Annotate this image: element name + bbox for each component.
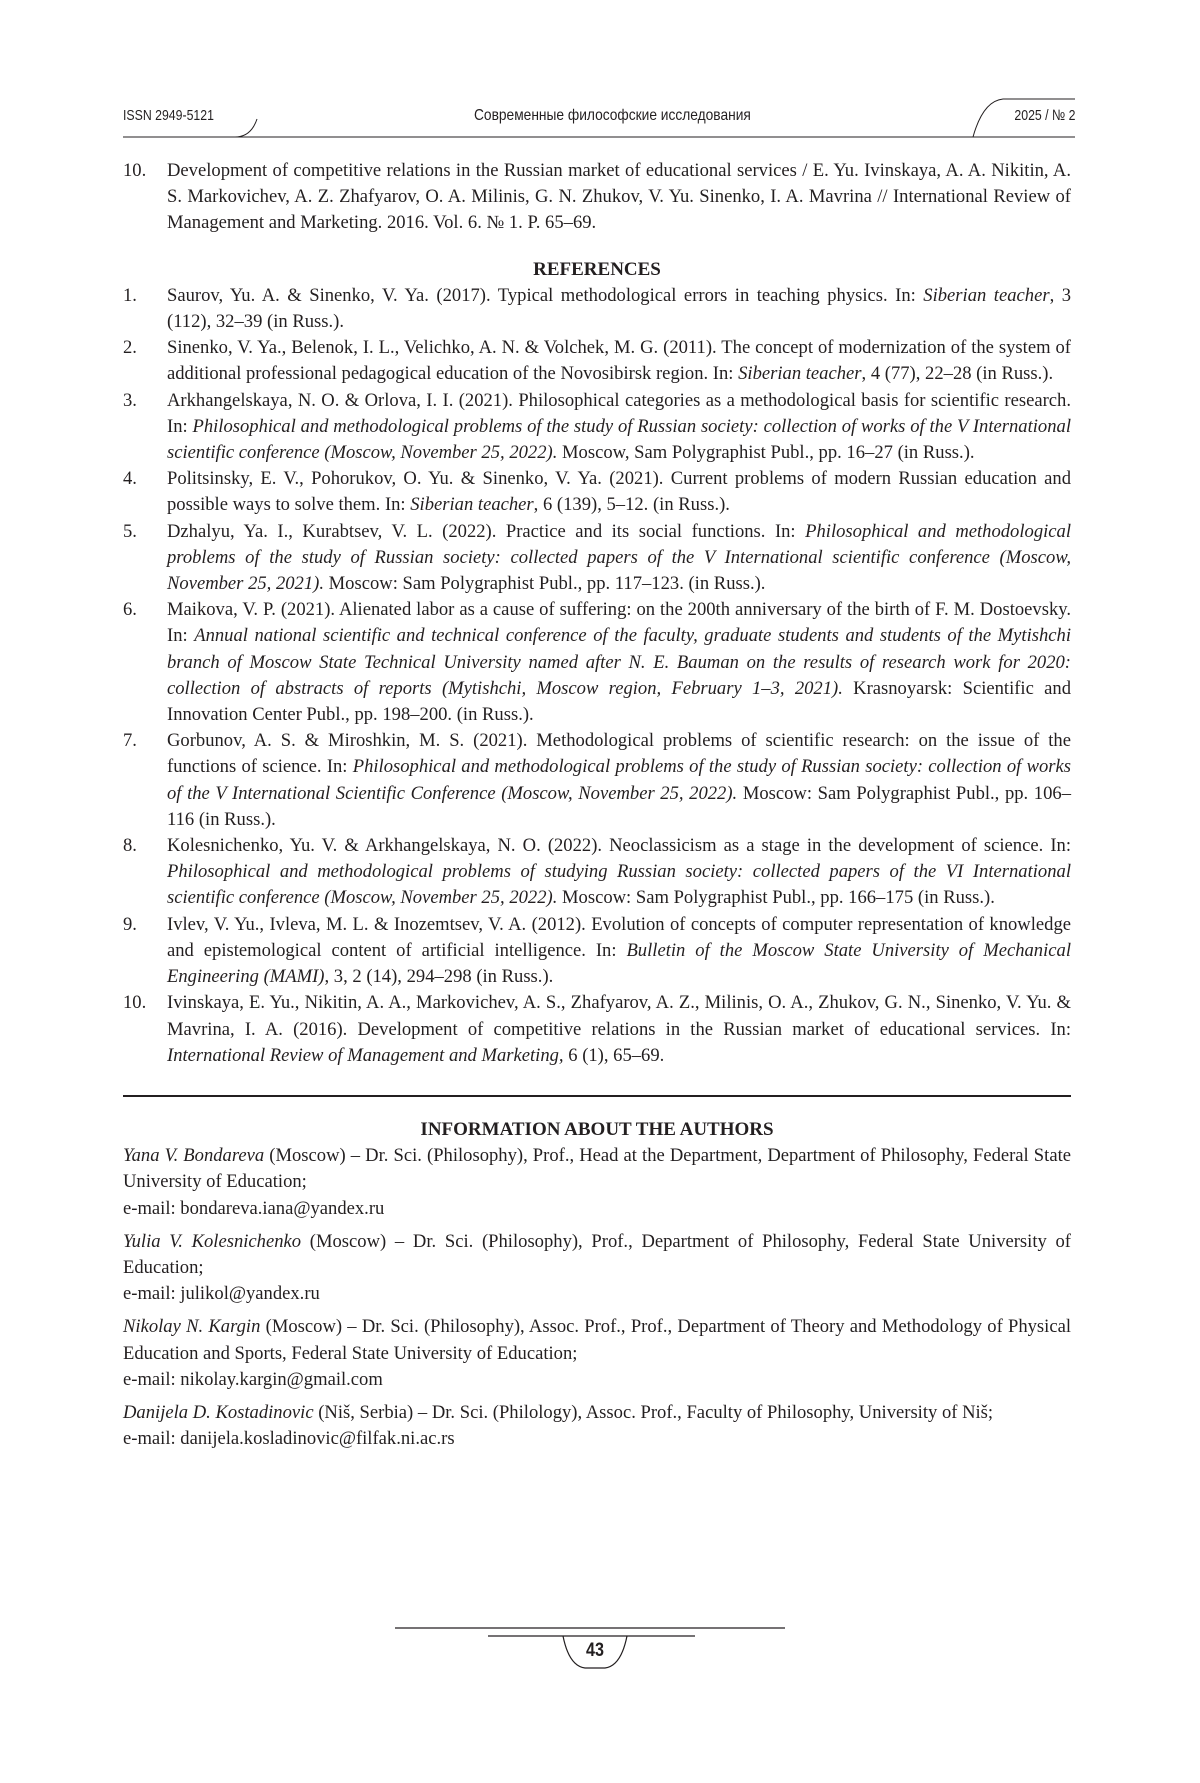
reference-text: Kolesnichenko, Yu. V. & Arkhangelskaya, N. O. (2022). Neoclassicism as a stage in the development of science. In: — [167, 835, 1071, 857]
reference-details: , 3 (112), 32–39 (in Russ.). — [167, 284, 1072, 333]
journal-title: Современные философские исследования — [474, 107, 751, 124]
references-heading: REFERENCES — [533, 258, 661, 280]
reference-source: Siberian teacher — [410, 494, 534, 516]
author-name: Yana V. Bondareva — [123, 1145, 265, 1167]
author-email: e-mail: danijela.kosladinovic@filfak.ni.ac.rs — [123, 1428, 455, 1450]
list-item-number: 10. — [123, 160, 147, 181]
author-name: Nikolay N. Kargin — [123, 1316, 261, 1338]
reference-source: Siberian teacher — [923, 284, 1050, 306]
reference-text: Arkhangelskaya, N. O. & Orlova, I. I. (2021). Philosophical categories as a methodological basis for scientific research. In: — [167, 389, 1071, 437]
reference-source: Philosophical and methodological problems of the study of Russian society: collected papers of the V International scientific conference (Moscow, November 25, 2021). — [167, 520, 1072, 595]
reference-number: 7. — [123, 730, 137, 752]
reference-text: Saurov, Yu. A. & Sinenko, V. Ya. (2017). Typical methodological errors in teaching physics. In: — [167, 284, 924, 306]
authors-list — [123, 1143, 1071, 1452]
reference-source: Siberian teacher — [738, 363, 862, 385]
issn-label: ISSN 2949-5121 — [123, 107, 214, 124]
reference-number: 9. — [123, 913, 137, 935]
list-item-text: Development of competitive relations in the Russian market of educational services / E. Yu. Ivinskaya, A. A. Nikitin, A. S. Markovichev, A. Z. Zhafyarov, O. A. Milinis, G. N. Zhukov, V. Yu. Sinenko, I. A. Mavrina // International Review of Management and Marketing. 2016. Vol. 6. № 1. P. 65–69. — [167, 160, 1071, 234]
author-entry — [123, 1314, 1071, 1393]
author-affiliation: (Moscow) – Dr. Sci. (Philosophy), Prof., Department of Philosophy, Federal State University of Education; — [123, 1230, 1071, 1278]
section-divider — [123, 1095, 1071, 1097]
reference-text: Maikova, V. P. (2021). Alienated labor as a cause of suffering: on the 200th anniversary of the birth of F. M. Dostoevsky. In: — [167, 599, 1071, 647]
list-item — [123, 158, 1071, 237]
reference-item — [123, 912, 1071, 991]
reference-details: 6 (1), 65–69. — [563, 1044, 665, 1066]
author-affiliation: (Moscow) – Dr. Sci. (Philosophy), Prof., Head at the Department, Department of Philosophy, Federal State University of Education; — [123, 1145, 1071, 1193]
reference-source: Philosophical and methodological problems of studying Russian society: collected papers of the VI International scientific conference (Moscow, November 25, 2022). — [167, 861, 1071, 909]
reference-details: Moscow: Sam Polygraphist Publ., pp. 166–175 (in Russ.). — [557, 887, 995, 909]
page-content — [123, 158, 1071, 1459]
reference-source: International Review of Management and Marketing, — [167, 1044, 564, 1066]
reference-source: Annual national scientific and technical conference of the faculty, graduate students and students of the Mytishchi branch of Moscow State Technical University named after N. E. Bauman on the results of research work for 2020: collection of abstracts of reports (Mytishchi, Moscow region, February 1–3, 2021). — [167, 625, 1071, 699]
author-entry — [123, 1400, 1071, 1452]
references-list — [123, 283, 1071, 1069]
reference-number: 3. — [123, 389, 137, 411]
reference-item — [123, 728, 1071, 833]
reference-item — [123, 388, 1071, 467]
reference-details: Moscow: Sam Polygraphist Publ., pp. 106–116 (in Russ.). — [167, 782, 1071, 830]
reference-item — [123, 990, 1071, 1069]
author-email: e-mail: bondareva.iana@yandex.ru — [123, 1197, 385, 1219]
page-number: 43 — [586, 1640, 604, 1661]
reference-text: Gorbunov, A. S. & Miroshkin, M. S. (2021). Methodological problems of scientific research: on the issue of the functions of science. In: — [167, 730, 1071, 778]
reference-source: Philosophical and methodological problems of the study of Russian society: collection of works of the V International scientific conference (Moscow, November 25, 2022). — [167, 415, 1071, 464]
author-entry — [123, 1229, 1071, 1308]
author-email: e-mail: nikolay.kargin@gmail.com — [123, 1368, 383, 1390]
reference-item — [123, 519, 1071, 598]
reference-number: 5. — [123, 520, 137, 542]
reference-source: Bulletin of the Moscow State University of Mechanical Engineering (MAMI) — [167, 939, 1071, 988]
author-email: e-mail: julikol@yandex.ru — [123, 1283, 320, 1305]
reference-number: 1. — [123, 284, 137, 306]
reference-item — [123, 283, 1071, 335]
reference-number: 6. — [123, 599, 137, 621]
reference-number: 10. — [123, 992, 147, 1014]
running-header — [123, 97, 1075, 141]
reference-number: 8. — [123, 835, 137, 857]
reference-details: Krasnoyarsk: Scientific and Innovation Center Publ., pp. 198–200. (in Russ.). — [167, 677, 1071, 726]
reference-details: Moscow, Sam Polygraphist Publ., pp. 16–27 (in Russ.). — [557, 442, 975, 464]
author-affiliation: (Moscow) – Dr. Sci. (Philosophy), Assoc. Prof., Prof., Department of Theory and Methodology of Physical Education and Sports, Federal State University of Education; — [123, 1316, 1072, 1364]
reference-text: Dzhalyu, Ya. I., Kurabtsev, V. L. (2022). Practice and its social functions. In: — [167, 520, 806, 542]
author-affiliation: (Niš, Serbia) – Dr. Sci. (Philology), Assoc. Prof., Faculty of Philosophy, University of Niš; — [313, 1401, 994, 1423]
reference-text: Ivlev, V. Yu., Ivleva, M. L. & Inozemtsev, V. A. (2012). Evolution of concepts of computer representation of knowledge and epistemological content of artificial intelligence. In: — [167, 913, 1071, 961]
previous-list — [123, 158, 1071, 237]
page-footer — [395, 1620, 795, 1680]
reference-details: , 6 (139), 5–12. (in Russ.). — [533, 494, 730, 516]
author-name: Yulia V. Kolesnichenko — [123, 1230, 302, 1252]
reference-details: , 4 (77), 22–28 (in Russ.). — [861, 363, 1054, 385]
reference-text: Sinenko, V. Ya., Belenok, I. L., Velichko, A. N. & Volchek, M. G. (2011). The concept of modernization of the system of additional professional pedagogical education of the Novosibirsk region. In: — [167, 337, 1071, 385]
reference-item — [123, 466, 1071, 518]
authors-heading: INFORMATION ABOUT THE AUTHORS — [420, 1118, 774, 1140]
reference-text: Politsinsky, E. V., Pohorukov, O. Yu. & Sinenko, V. Ya. (2021). Current problems of modern Russian education and possible ways to solve them. In: — [167, 468, 1071, 516]
reference-item — [123, 597, 1071, 728]
issue-label: 2025 / № 2 — [1013, 107, 1075, 124]
reference-source: Philosophical and methodological problems of the study of Russian society: collection of works of the V International Scientific Conference (Moscow, November 25, 2022). — [167, 756, 1071, 804]
reference-details: , 3, 2 (14), 294–298 (in Russ.). — [324, 966, 554, 988]
reference-text: Ivinskaya, E. Yu., Nikitin, A. A., Markovichev, A. S., Zhafyarov, A. Z., Milinis, O. A., Zhukov, G. N., Sinenko, V. Yu. & Mavrina, I. A. (2016). Development of competitive relations in the Russian market of educational services. In: — [167, 992, 1071, 1040]
reference-details: Moscow: Sam Polygraphist Publ., pp. 117–123. (in Russ.). — [324, 573, 766, 595]
author-name: Danijela D. Kostadinovic — [123, 1401, 314, 1423]
reference-item — [123, 335, 1071, 387]
reference-number: 2. — [123, 337, 137, 359]
reference-number: 4. — [123, 468, 137, 490]
author-entry — [123, 1143, 1071, 1222]
reference-item — [123, 833, 1071, 912]
